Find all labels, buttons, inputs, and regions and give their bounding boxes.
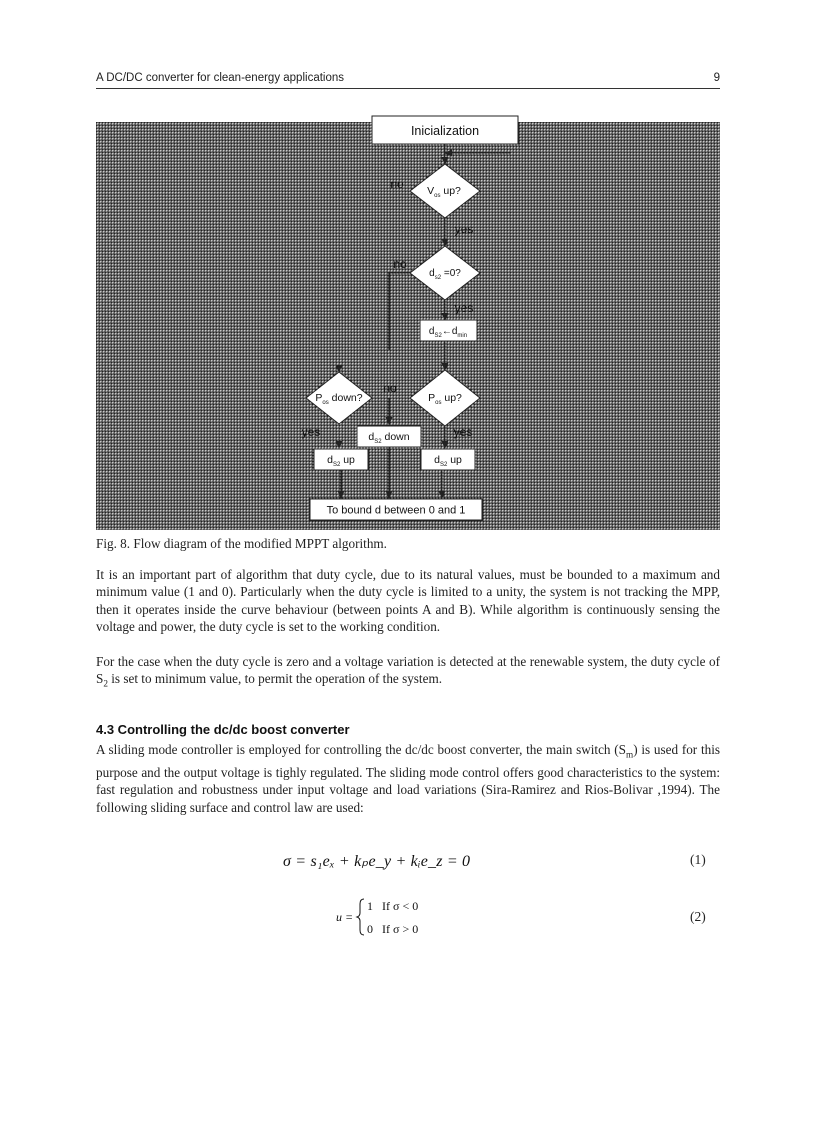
pos-down-label: $P_{os}$ down? bbox=[315, 392, 363, 406]
no-label-2: no bbox=[393, 257, 407, 271]
figure-background bbox=[96, 122, 720, 530]
page-number: 9 bbox=[713, 72, 720, 84]
section-heading: 4.3 Controlling the dc/dc boost converter bbox=[96, 722, 350, 737]
vos-label: $V_{os}$ up? bbox=[427, 185, 461, 199]
ds2-up-left-label: $d_{S2}$ up bbox=[327, 454, 355, 468]
paragraph-1: It is an important part of algorithm that duty cycle, due to its natural values, must be bounded to a maximum and minimum value (1 and 0). Particularly when the duty cycle is limited to a unity, the system is not tracking the MPP, then it operates inside the curve behaviour (between points A and B). While algorithm is continuously sensing the voltage and power, the duty cycle is set to the working condition. bbox=[96, 567, 720, 635]
ds2-zero-label: $d_{s2} =0$? bbox=[429, 268, 461, 281]
ds2-up-right-label: $d_{S2}$ up bbox=[434, 454, 462, 468]
figure-caption: Fig. 8. Flow diagram of the modified MPPT algorithm. bbox=[96, 536, 387, 551]
equation-2 bbox=[336, 894, 456, 944]
equation-1-number: (1) bbox=[690, 852, 706, 867]
running-header bbox=[96, 72, 720, 89]
pos-up-label: $P_{os}$ up? bbox=[428, 392, 462, 406]
equation-2-number: (2) bbox=[690, 909, 706, 924]
init-label: Inicialization bbox=[410, 124, 480, 138]
equation-1: σ = s₁eₓ + kₚe_y + kᵢe_z = 0 bbox=[283, 853, 471, 870]
yes-label-1: yes bbox=[454, 222, 474, 236]
running-title: A DC/DC converter for clean-energy applications bbox=[96, 72, 345, 84]
eq2-case-1: 1 If σ < 0 bbox=[367, 899, 419, 913]
eq2-case-2: 0 If σ > 0 bbox=[367, 922, 419, 936]
yes-label-left: yes bbox=[301, 425, 321, 439]
flow-diagram bbox=[96, 110, 720, 530]
no-label-3: no bbox=[383, 381, 397, 395]
bound-label: To bound d between 0 and 1 bbox=[326, 504, 466, 517]
set-dmin-label: $d_{S2}\leftarrow d_{min}$ bbox=[428, 326, 468, 339]
no-label-1: no bbox=[390, 177, 404, 191]
eq2-lhs: u = bbox=[336, 910, 354, 924]
paragraph-2: For the case when the duty cycle is zero and a voltage variation is detected at the renewable system, the duty cycle of $S_2$ is set to minimum value, to permit the operation of the system. bbox=[96, 654, 720, 690]
yes-label-2: yes bbox=[454, 301, 474, 315]
yes-label-right: yes bbox=[453, 425, 473, 439]
ds2-down-label: $d_{S2}$ down bbox=[368, 431, 410, 445]
eq2-brace bbox=[357, 899, 364, 935]
paragraph-3: A sliding mode controller is employed for controlling the dc/dc boost converter, the main switch $(S_m)$ is used for this purpose and the output voltage is tighly regulated. The sliding mode control offers good characteristics to the system: fast regulation and robustness under input voltage and load variations (Sira-Ramirez and Rios-Bolivar ,1994). The following sliding surface and control law are used: bbox=[96, 742, 720, 815]
